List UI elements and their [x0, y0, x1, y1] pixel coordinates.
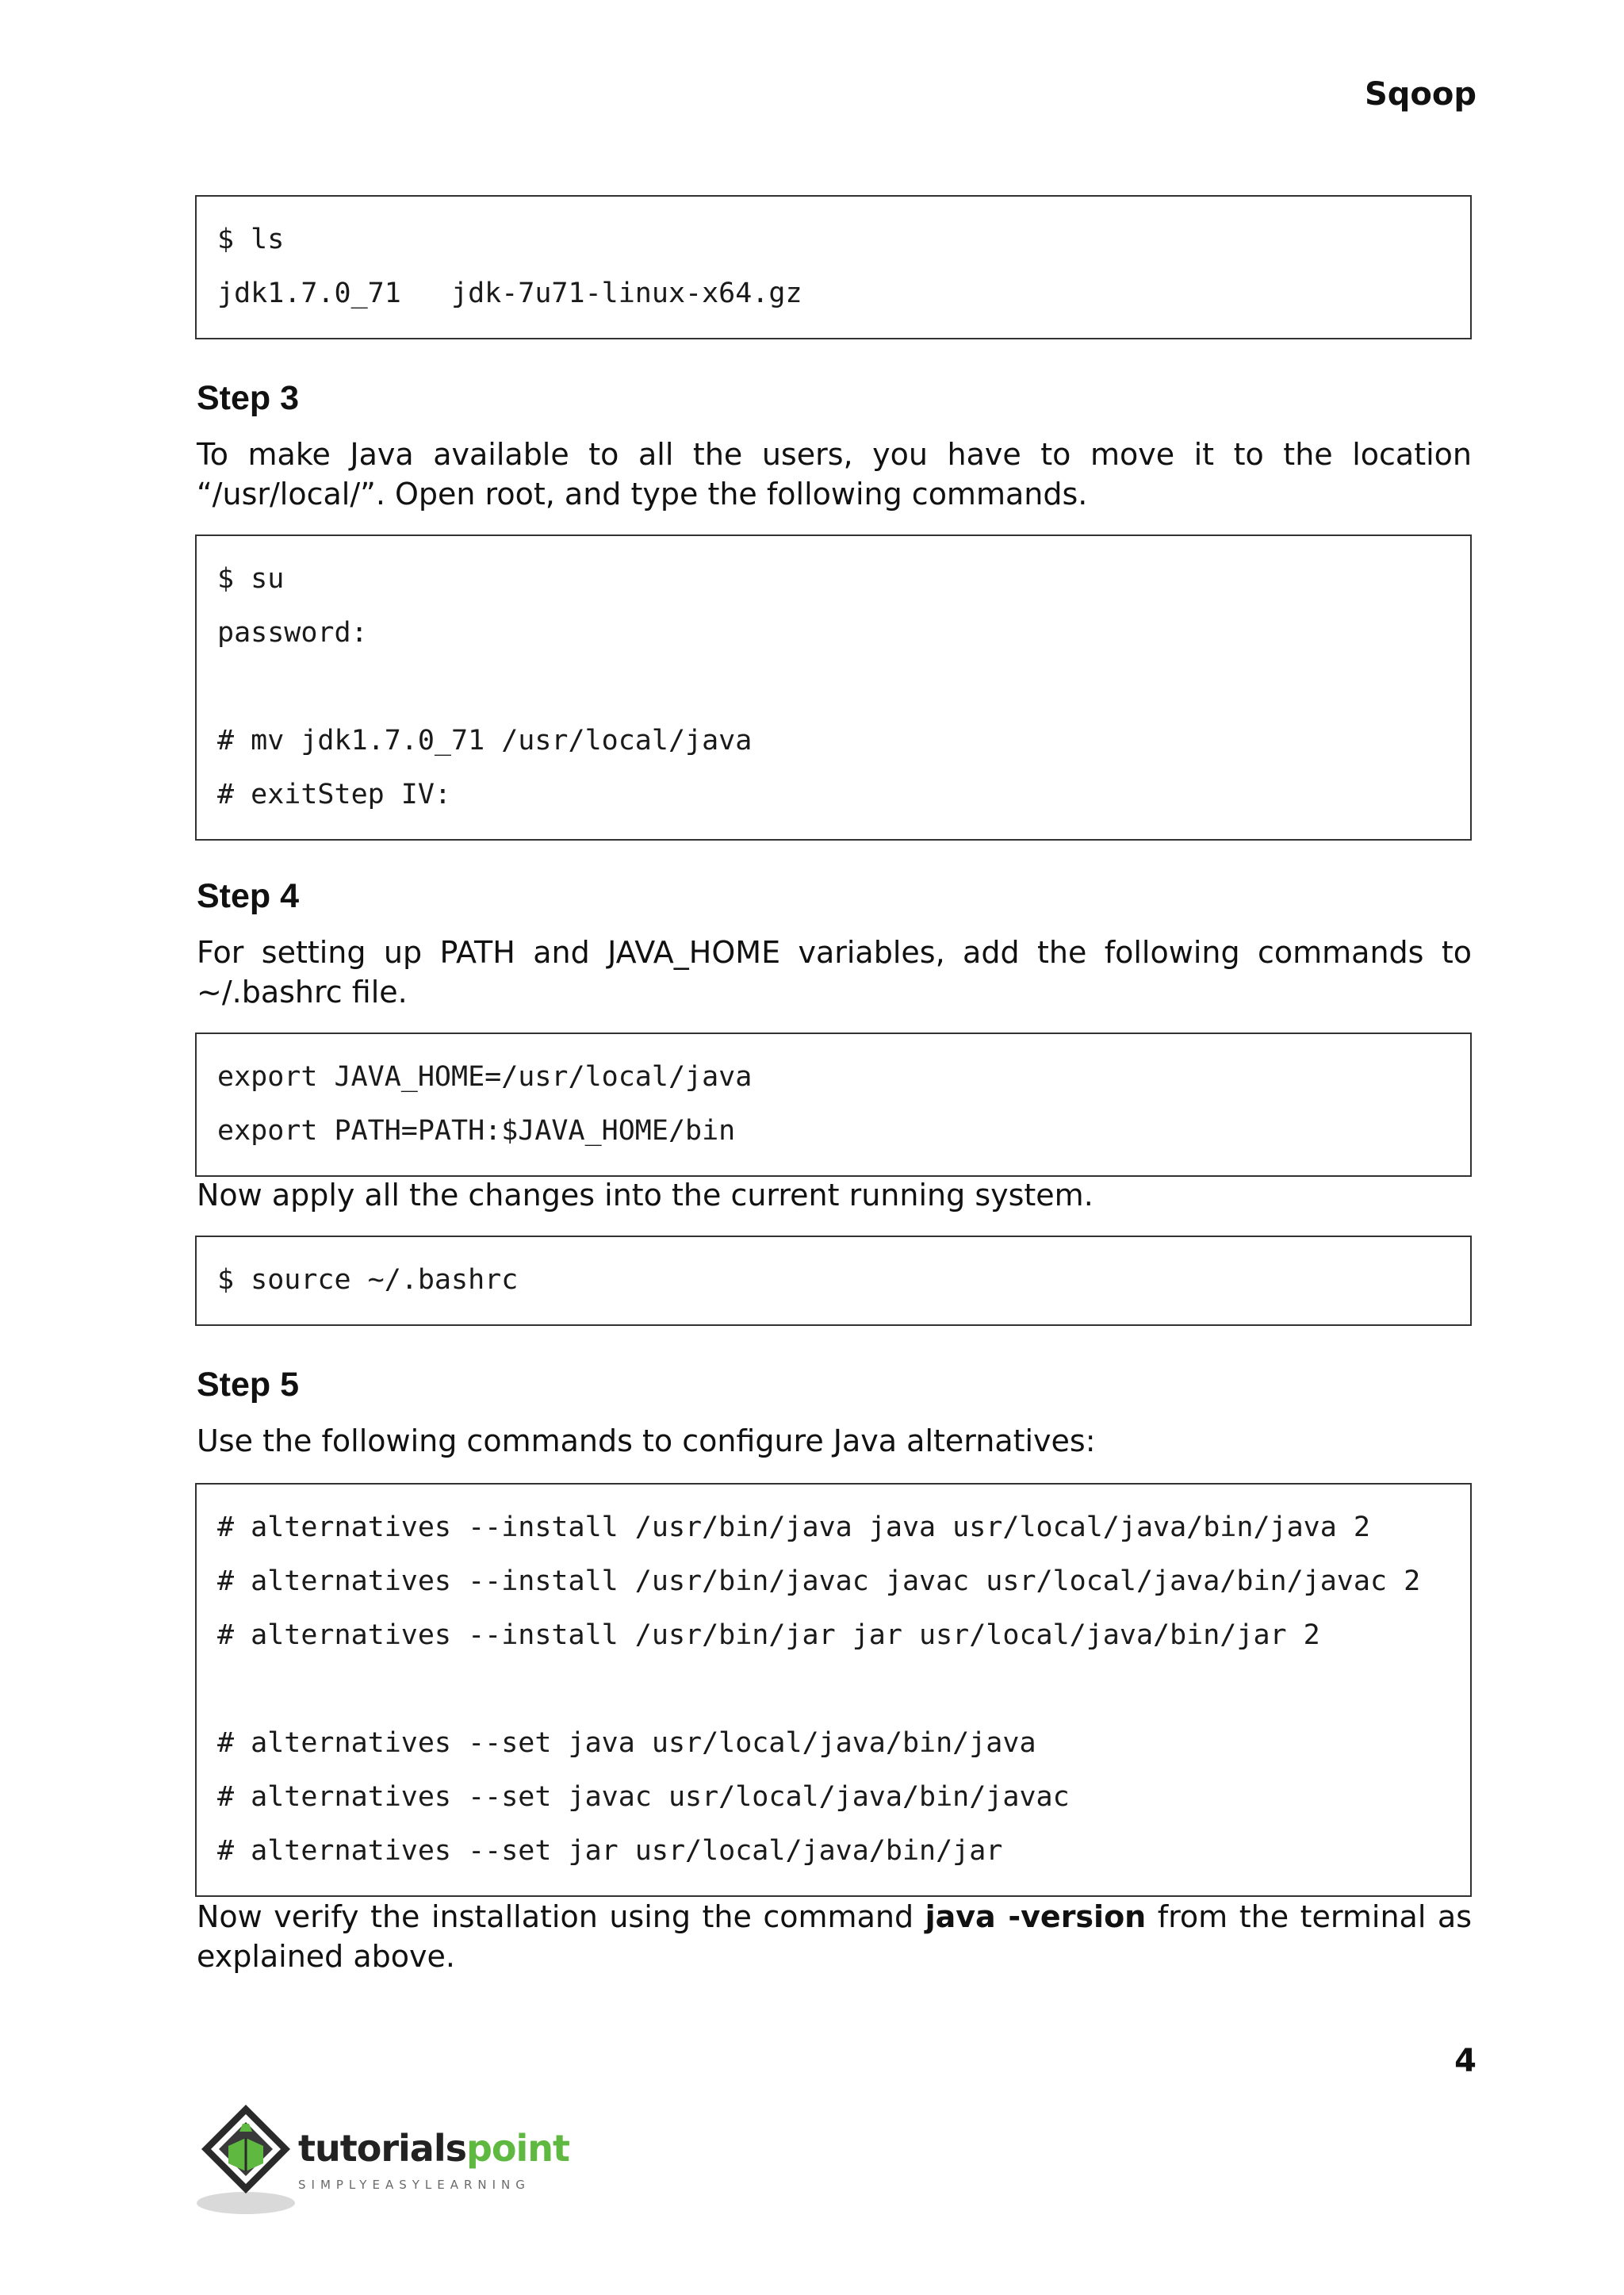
code-block-step-3 — [195, 534, 1472, 841]
verify-paragraph — [197, 1897, 1472, 1976]
code-line: # exitStep IV: — [217, 779, 452, 810]
code-line: jdk1.7.0_71 jdk-7u71-linux-x64.gz — [217, 278, 802, 309]
step-5-heading: Step 5 — [197, 1366, 300, 1404]
code-line: # alternatives --set java usr/local/java/bin/java — [217, 1727, 1036, 1759]
code-line: $ ls — [217, 224, 285, 255]
logo-wordmark: tutorialspoint — [298, 2127, 570, 2170]
code-line-blank — [217, 1662, 1450, 1716]
verify-text-pre: Now verify the installation using the command — [197, 1899, 925, 1934]
step-3-paragraph: To make Java available to all the users, you have to move it to the location “/usr/local/”. Open root, and type the following commands. — [197, 437, 1472, 511]
code-line: $ source ~/.bashrc — [217, 1264, 519, 1296]
header-title: Sqoop — [1364, 76, 1477, 113]
step-3-heading: Step 3 — [197, 379, 300, 417]
step-5-paragraph: Use the following commands to configure Java alternatives: — [197, 1423, 1096, 1458]
code-line: $ su — [217, 563, 285, 595]
tutorialspoint-logo — [193, 2100, 570, 2219]
logo-diamond-icon — [193, 2100, 297, 2219]
code-block-step-5 — [195, 1483, 1472, 1897]
page-number: 4 — [1454, 2043, 1477, 2079]
code-line: # alternatives --set jar usr/local/java/bin/jar — [217, 1835, 1003, 1867]
code-line: # alternatives --set javac usr/local/java/bin/javac — [217, 1781, 1070, 1813]
step-4-heading: Step 4 — [197, 877, 300, 915]
logo-tagline: SIMPLYEASYLEARNING — [298, 2178, 530, 2192]
code-line-blank — [217, 660, 1450, 714]
code-block-source — [195, 1236, 1472, 1326]
code-line: export JAVA_HOME=/usr/local/java — [217, 1061, 753, 1093]
code-line: # mv jdk1.7.0_71 /usr/local/java — [217, 725, 753, 757]
code-line: # alternatives --install /usr/bin/javac javac usr/local/java/bin/javac 2 — [217, 1565, 1421, 1597]
code-line: # alternatives --install /usr/bin/java java usr/local/java/bin/java 2 — [217, 1511, 1370, 1543]
step-4-paragraph: For setting up PATH and JAVA_HOME variables, add the following commands to ~/.bashrc file. — [197, 935, 1472, 1010]
code-line: password: — [217, 617, 368, 649]
code-block-ls — [195, 195, 1472, 339]
code-block-step-4 — [195, 1033, 1472, 1177]
verify-text-post: from the terminal as explained above. — [197, 1899, 1472, 1974]
code-line: # alternatives --install /usr/bin/jar jar usr/local/java/bin/jar 2 — [217, 1619, 1320, 1651]
code-line: export PATH=PATH:$JAVA_HOME/bin — [217, 1115, 736, 1147]
verify-command: java -version — [925, 1899, 1147, 1934]
apply-changes-paragraph: Now apply all the changes into the current running system. — [197, 1178, 1094, 1213]
